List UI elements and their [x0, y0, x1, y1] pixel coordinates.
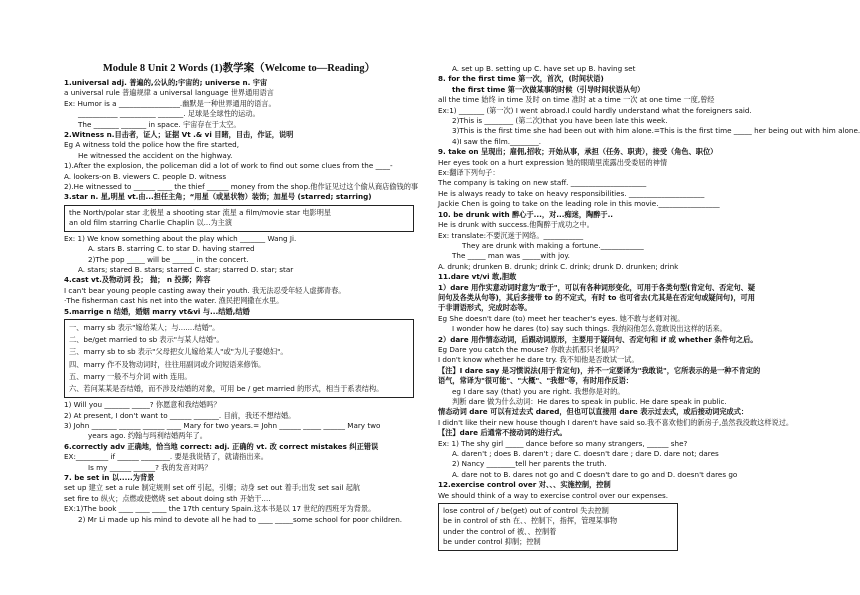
text-line: lose control of / be(get) out of control 失去控制 — [443, 506, 609, 516]
text-line: A. stars; stared B. stars; starred C. star; starred D. star; star — [78, 264, 294, 274]
text-line: The _______ _______ in space. 宇宙存在于太空。 — [78, 119, 241, 129]
control-phrase-box — [438, 503, 678, 551]
text-line: the North/polar star 北极星 a shooting star 流星 a film/movie star 电影明星 — [69, 207, 332, 217]
text-line: I don't know whether he dare try. 我不知他是否敢试一试。 — [438, 355, 639, 365]
text-line: 于非谓语形式，完成时态等。 — [438, 303, 532, 313]
text-line: be under control 抑制；控制 — [443, 537, 541, 547]
text-line: 六、若问某某是否结婚，而不涉及结婚的对象，可用 be / get married 的形式，相当于系表结构。 — [69, 383, 384, 393]
text-line: A. dare not to B. dares not go and C doesn't dare to go and D. doesn't dares go — [452, 469, 738, 479]
section-first-time-to-control — [438, 64, 860, 501]
text-line: A. stars B. starring C. to star D. having starred — [88, 244, 255, 254]
text-line: years ago. 约翰与玛利结婚两年了。 — [88, 431, 207, 441]
text-line: 三、marry sb to sb 表示"父母把女儿嫁给某人"或"为儿子娶媳妇"。 — [69, 347, 288, 357]
text-line: Ex: 1) The shy girl _____ dance before so many strangers, ______ she? — [438, 438, 688, 448]
text-line: 2).He witnessed to ______ ____ the thief ______ money from the shop.他作证见过这个偷从商店偷钱的事 — [64, 182, 419, 192]
text-line: EX:_________ if ______ ________. 要是我说错了，就请指出来。 — [64, 452, 268, 462]
text-line: 判断 dare 做为什么动词：He dares to speak in public. He dare speak in public. — [452, 397, 727, 406]
text-line: I didn't like their new house though I daren't have said so.我不喜欢他们的新房子,虽然我没敢这样说过。 — [438, 417, 794, 427]
text-line: 2）dare 用作情态动词，后跟动词原形，主要用于疑问句、否定句和 if 或 whether 条件句之后。 — [438, 334, 758, 344]
text-line: all the time 始终 in time 及时 on time 准时 at a time 一次 at one time 一度,曾经 — [438, 95, 715, 105]
text-line: A. lookers-on B. viewers C. people D. witness — [64, 171, 227, 181]
text-line: Her eyes took on a hurt expression 她的眼睛里流露出受委屈的神情 — [438, 157, 668, 167]
text-line: 6.correctly adv 正确地，恰当地 correct: adj. 正确的 vt. 改 correct mistakes 纠正错误 — [64, 441, 379, 451]
text-line: Ex: 1) We know something about the play which _______ Wang Ji. — [64, 233, 297, 243]
text-line: be in control of sth 在、、控制下，指挥，管理某事物 — [443, 516, 618, 526]
text-line: 2) Mr Li made up his mind to devote all he had to ____ _____some school for poor children. — [78, 514, 403, 524]
text-line: 五、marry 一般不与介词 with 连用。 — [69, 371, 192, 381]
text-line: eg I dare say (that) you are right. 我想你是对的。 — [452, 386, 625, 396]
right-column — [438, 64, 860, 553]
star-phrase-box — [64, 205, 414, 232]
text-line: Ex:1) _______ (第一次) I went abroad.I could hardly understand what the foreigners said. — [438, 105, 752, 115]
text-line: 一、marry sb 表示"嫁给某人；与.......结婚"。 — [69, 322, 220, 332]
text-line: 11.dare vt/vi 敢,胆敢 — [438, 272, 517, 282]
text-line: A. drunk; drunken B. drunk; drink C. drink; drunk D. drunken; drink — [438, 261, 679, 271]
text-line: 5.marrige n 结婚，婚姻 marry vt&vi 与...结婚,结婚 — [64, 306, 250, 316]
text-line: 【注】I dare say 是习惯说法(用于肯定句)，并不一定要译为"我敢说"，它所表示的是一种不肯定的 — [438, 365, 761, 375]
text-line: ·The fisherman cast his net into the water. 渔民把网撒在水里。 — [64, 296, 284, 306]
text-line: 3.star n. 星,明星 vt.由...担任主角；“用星（或星状物）装饰；加星号 (starred; starring) — [64, 192, 372, 202]
text-line: 1).After the explosion, the policeman did a lot of work to find out some clues from the ____- — [64, 161, 393, 171]
text-line: 2.Witness n.目击者，证人；证据 Vt .& vi 目睹，目击，作证，说明 — [64, 130, 294, 140]
text-line: 4.cast vt.及物动词 投； 抛； n 投掷；阵容 — [64, 275, 211, 285]
text-line: Ex: translate:不要沉迷于网络。___________ — [438, 230, 584, 240]
text-line: 2) At present, I don't want to ______ _______. 目前，我还不想结婚。 — [64, 410, 296, 420]
text-line: He is always ready to take on heavy responsibilities. _____________________ — [438, 188, 705, 198]
marry-usage-box — [64, 319, 414, 398]
text-line: Eg Dare you catch the mouse? 你敢去抓那只老鼠吗？ — [438, 344, 623, 354]
text-line: He witnessed the accident on the highway. — [78, 150, 233, 160]
text-line: 1.universal adj. 普遍的,公认的;宇宙的; universe n. 宇宙 — [64, 78, 268, 87]
text-line: Eg A witness told the police how the fire started, — [64, 140, 240, 150]
text-line: 4)I saw the film.________. — [452, 136, 542, 146]
text-line: The _____ man was _____with joy. — [452, 251, 570, 261]
text-line: 2)This is ________ (第二次)that you have been late this week. — [452, 116, 668, 126]
text-line: 7. be set in 以.....为背景 — [64, 473, 155, 482]
text-line: set up 建立 set a rule 制定规则 set off 引起，引爆；动身 set out 着手;出发 set sail 起航 — [64, 483, 361, 493]
left-column — [64, 78, 419, 525]
text-line: 1）dare 用作实意动词时意为"敢于"，可以有各种词形变化，可用于各类句型(肯定句、否定句、疑 — [438, 282, 756, 292]
text-line: 12.exercise control over 对、、、实施控制，控制 — [438, 480, 611, 490]
text-line: under the control of 被、、控制着 — [443, 526, 557, 536]
text-line: 2) Nancy ________tell her parents the truth. — [452, 459, 607, 469]
section-universal-to-star — [64, 78, 419, 203]
text-line: 二、be/get married to sb 表示"与某人结婚"。 — [69, 335, 224, 345]
text-line: set fire to 纵火；点燃或使燃烧 set about doing sth 开始干.... — [64, 493, 271, 503]
text-line: the first time 第一次做某事的时候（引导时间状语从句） — [452, 84, 645, 94]
text-line: They are drunk with making a fortune.____________ — [462, 240, 644, 250]
text-line: Ex: Humor is a _________________.幽默是一种世界通用的语言。 — [64, 98, 276, 108]
text-line: 10. be drunk with 醉心于...，对...痴迷，陶醉于.. — [438, 209, 614, 219]
text-line: 1) Will you _______ _____? 你愿意和我结婚吗？ — [64, 400, 221, 410]
text-line: Eg She doesn't dare (to) meet her teacher's eyes. 她不敢与老师对视。 — [438, 313, 685, 323]
text-line: a universal rule 普遍规律 a universal language 世界通用语言 — [64, 88, 274, 98]
text-line: 3) John _______ ______ ______ ____ Mary for two years.= John ______ _____ ______ Mary two — [64, 420, 381, 430]
text-line: ___________ __________ _______. 足球是全球性的运动。 — [78, 109, 260, 119]
text-line: an old film starring Charlie Chaplin 以...为主演 — [69, 218, 233, 228]
text-line: Ex:翻译下列句子： — [438, 168, 500, 178]
text-line: I wonder how he dares (to) say such things. 我纳闷他怎么竟敢说出这样的话来。 — [452, 324, 727, 334]
text-line: 3)This is the first time she had been out with him alone.=This is the first time _____ her being out with him alone. — [452, 126, 860, 136]
text-line: He is drunk with success.他陶醉于成功之中。 — [438, 220, 594, 230]
text-line: 【注】dare 后通常不接动词的进行式。 — [438, 428, 567, 438]
section-cast-marriage — [64, 234, 414, 317]
text-line: 四、marry 作不及物动词时，往往用副词或介词短语来修饰。 — [69, 359, 266, 369]
text-line: 2)The pop _____ will be ______ in the concert. — [88, 254, 249, 264]
text-line: A. daren't ; does B. daren't ; dare C. doesn't dare ; dare D. dare not; dares — [452, 449, 719, 459]
text-line: 8. for the first time 第一次，首次，(时间状语) — [438, 74, 604, 84]
section-exercises-correctly-set — [64, 400, 414, 525]
text-line: Jackie Chen is going to take on the leading role in this movie._________________ — [438, 199, 720, 209]
text-line: 语气，常译为"很可能"、"大概"、"我想"等，有时用作反语： — [438, 376, 633, 386]
text-line: 问句及各类从句等)，其后多接带 to 的不定式，有时 to 也可省去(尤其是在否定句或疑问句)，可用 — [438, 292, 755, 302]
page-title: Module 8 Unit 2 Words (1)教学案（Welcome to—Reading） — [102, 63, 376, 74]
text-line: A. set up B. setting up C. have set up B. having set — [452, 64, 636, 73]
text-line: We should think of a way to exercise control over our expenses. — [438, 490, 669, 500]
text-line: 情态动词 dare 可以有过去式 dared，但也可以直接用 dare 表示过去式，或后接动词完成式： — [438, 407, 749, 417]
text-line: 9. take on 呈现出；雇佣,招收；开始从事，承担（任务、职责），接受（角色、职位） — [438, 147, 718, 157]
text-line: I can't bear young people casting away their youth. 我无法忍受年轻人虚掷青春。 — [64, 285, 346, 295]
text-line: The company is taking on new staff. _____________________ — [438, 178, 647, 188]
text-line: Is my ______ ______? 我的发音对吗？ — [88, 462, 212, 472]
text-line: EX:1)The book ____ ____ ____ the 17th century Spain.这本书是以 17 世纪的西班牙为背景。 — [64, 504, 376, 514]
